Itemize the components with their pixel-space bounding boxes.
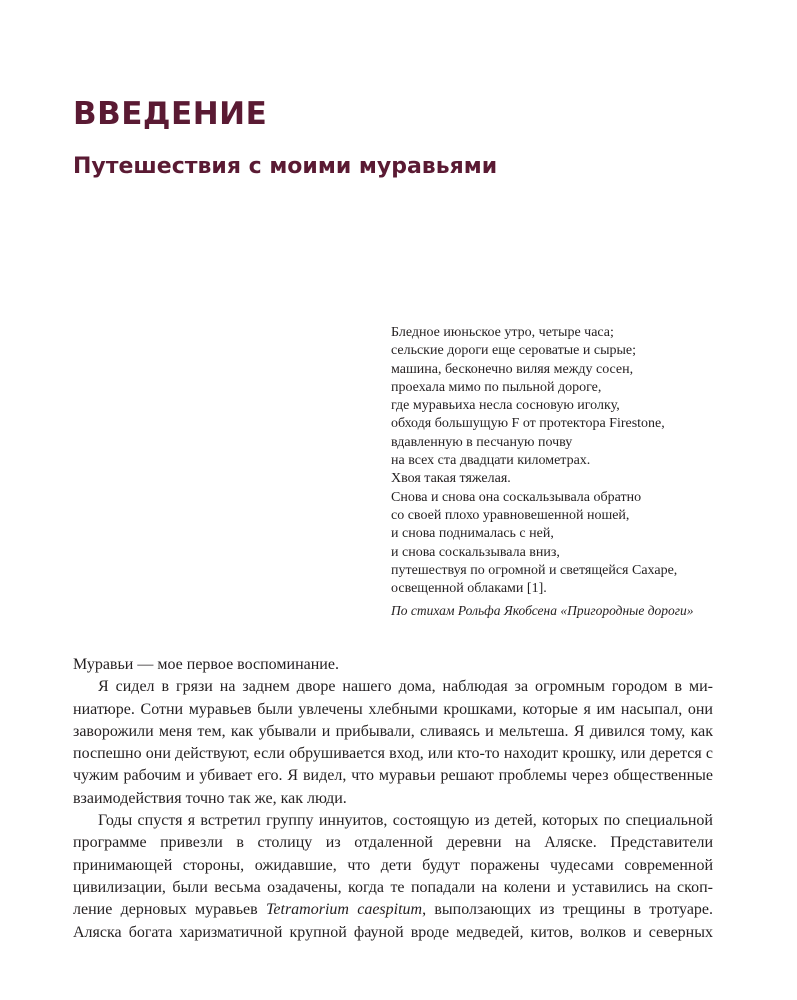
- epigraph-line: со своей плохо уравновешенной ношей,: [391, 507, 630, 523]
- epigraph-line: обходя большущую F от протектора Firestone,: [391, 416, 665, 432]
- epigraph-line: проехала мимо по пыльной дороге,: [391, 379, 602, 395]
- epigraph-line: вдавленную в песчаную почву: [391, 434, 573, 450]
- epigraph-line: и снова поднималась с ней,: [391, 526, 554, 542]
- epigraph-line: Хвоя такая тяжелая.: [391, 471, 511, 487]
- epigraph-line: где муравьиха несла сосновую иголку,: [391, 398, 620, 414]
- epigraph-line: Бледное июньское утро, четыре часа;: [391, 325, 614, 340]
- body-text: [73, 654, 713, 944]
- epigraph-attribution: По стихам Рольфа Якобсена «Пригородные дороги»: [391, 603, 694, 619]
- paragraph-inuit-text-start: Годы спустя я встретил группу иннуитов, состоящую из детей, которых по специальной программе привезли в столицу из отдаленной деревни на Аляске. Представители принимающей стороны, ожидавшие, что дети будут поражены чудесами современной цивилизации, были весьма озадачены, когда те попадали на колени и уставились на скопление дерновых муравьев: [73, 812, 713, 919]
- paragraph-inuit-text-end: , выползающих из трещины в тротуаре. Аляска богата харизматичной крупной фауной вроде медведей, китов, волков и северных: [73, 901, 714, 941]
- chapter-label: ВВЕДЕНИЕ: [73, 96, 268, 132]
- species-name: Tetramorium caespitum: [265, 901, 423, 919]
- epigraph: [391, 324, 731, 621]
- paragraph-backyard: Я сидел в грязи на заднем дворе нашего дома, наблюдая за огромным городом в миниатюре. Сотни муравьев были увлечены хлебными крошками, которые я им насыпал, они заворожили меня тем, как убывали и прибывали, сливаясь и мельтеша. Я дивился тому, как поспешно они действуют, если обрушивается вход, или кто-то находит крошку, или дерется с чужим рабочим и убивает его. Я видел, что муравьи решают проблемы через общественные взаимодействия точно так же, как люди.: [73, 678, 713, 807]
- epigraph-line: и снова соскальзывала вниз,: [391, 544, 560, 560]
- epigraph-line: сельские дороги еще сероватые и сырые;: [391, 343, 636, 359]
- epigraph-line: машина, бесконечно виляя между сосен,: [391, 361, 634, 377]
- epigraph-line: освещенной облаками [1].: [391, 581, 547, 597]
- paragraph-first-memory: Муравьи — мое первое воспоминание.: [73, 656, 339, 673]
- epigraph-line: Снова и снова она соскальзывала обратно: [391, 489, 642, 505]
- epigraph-line: путешествуя по огромной и светящейся Сахаре,: [391, 562, 678, 578]
- epigraph-line: на всех ста двадцати километрах.: [391, 453, 591, 469]
- paragraph-inuit: [73, 810, 713, 944]
- chapter-title: Путешествия с моими муравьями: [73, 154, 498, 179]
